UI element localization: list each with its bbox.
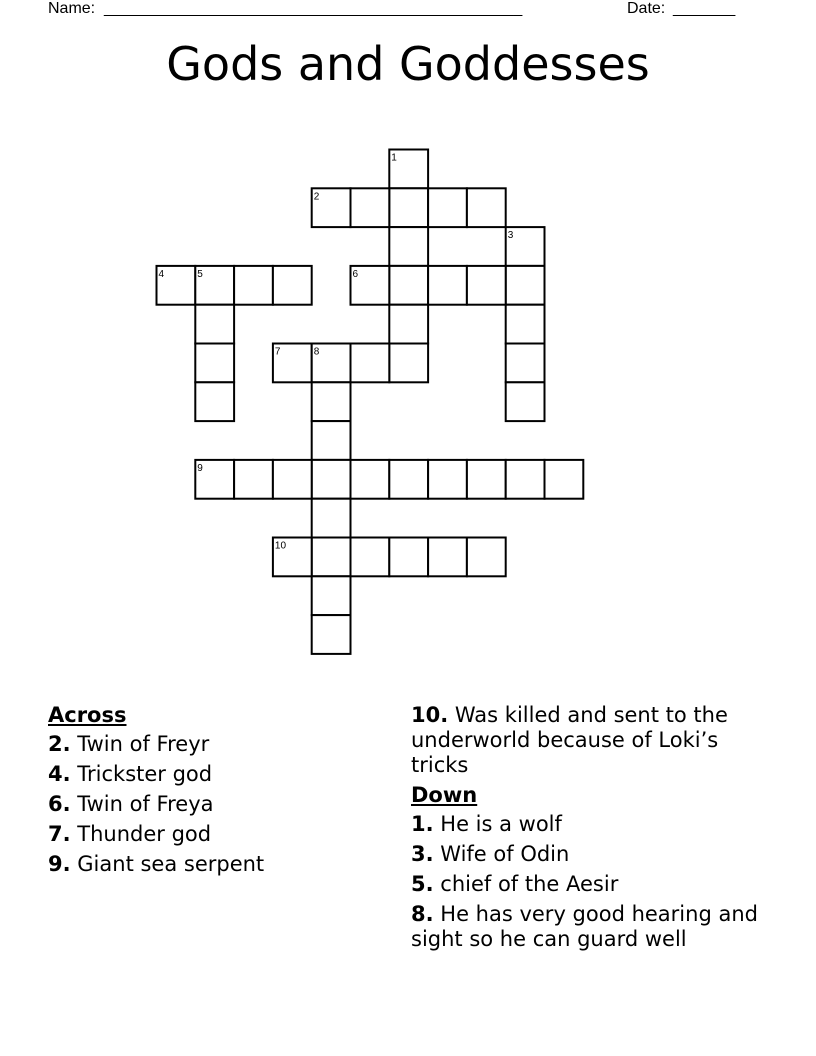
grid-cell[interactable] xyxy=(312,576,351,615)
cell-number: 1 xyxy=(391,152,397,164)
clue-number: 5. xyxy=(411,872,434,896)
grid-cell[interactable] xyxy=(389,305,428,344)
clue-across-4 xyxy=(48,762,378,787)
clue-text: Wife of Odin xyxy=(440,842,570,866)
clue-text: Twin of Freyr xyxy=(77,732,210,756)
grid-cell[interactable] xyxy=(195,305,234,344)
name-label: Name: xyxy=(48,0,96,17)
clue-number: 4. xyxy=(48,762,71,786)
grid-cell[interactable] xyxy=(389,344,428,383)
clue-across-10 xyxy=(411,703,771,778)
clue-number: 9. xyxy=(48,852,71,876)
clue-text: Trickster god xyxy=(77,762,213,786)
clue-number: 8. xyxy=(411,902,434,926)
grid-cell[interactable] xyxy=(467,188,506,227)
grid-cell[interactable] xyxy=(351,460,390,499)
date-field[interactable]: _______ xyxy=(673,0,736,17)
clue-number: 3. xyxy=(411,842,434,866)
clue-text: He has very good hearing and sight so he can guard well xyxy=(411,902,758,951)
grid-cell[interactable] xyxy=(428,538,467,577)
grid-cell[interactable] xyxy=(234,460,273,499)
page-title: Gods and Goddesses xyxy=(166,37,650,91)
grid-cell[interactable] xyxy=(312,382,351,421)
clue-text: Twin of Freya xyxy=(77,792,214,816)
cell-number: 7 xyxy=(274,346,281,358)
grid-cell[interactable] xyxy=(351,538,390,577)
grid-cell[interactable] xyxy=(312,538,351,577)
down-heading: Down xyxy=(411,783,478,807)
grid-cell[interactable] xyxy=(428,460,467,499)
grid-cell[interactable] xyxy=(312,615,351,654)
grid-cell[interactable] xyxy=(467,460,506,499)
grid-cell[interactable] xyxy=(506,382,545,421)
grid-cell[interactable] xyxy=(506,305,545,344)
cell-number: 4 xyxy=(158,268,165,280)
across-heading: Across xyxy=(48,703,127,727)
cell-number: 2 xyxy=(313,191,320,203)
cell-number: 3 xyxy=(507,230,514,242)
clue-text: Giant sea serpent xyxy=(77,852,265,876)
clue-down-8 xyxy=(411,902,771,952)
cell-number: 10 xyxy=(274,540,287,552)
grid-cell[interactable] xyxy=(351,344,390,383)
clue-number: 1. xyxy=(411,812,434,836)
clue-text: He is a wolf xyxy=(440,812,562,836)
grid-cell[interactable] xyxy=(467,538,506,577)
clue-down-5 xyxy=(411,872,771,897)
clue-across-7 xyxy=(48,822,378,847)
grid-cell[interactable] xyxy=(312,460,351,499)
grid-cell[interactable] xyxy=(389,460,428,499)
clue-text: chief of the Aesir xyxy=(440,872,619,896)
grid-cell[interactable] xyxy=(234,266,273,305)
grid-cell[interactable] xyxy=(389,227,428,266)
name-field[interactable]: _______________________________________________ xyxy=(104,0,523,17)
grid-cell[interactable] xyxy=(467,266,506,305)
cell-number: 6 xyxy=(352,268,359,280)
clue-down-3 xyxy=(411,842,771,867)
grid-cell[interactable] xyxy=(389,266,428,305)
grid-cell[interactable] xyxy=(312,499,351,538)
grid-cell[interactable] xyxy=(195,382,234,421)
grid-cell[interactable] xyxy=(195,344,234,383)
grid-cell[interactable] xyxy=(545,460,584,499)
cell-number: 9 xyxy=(197,462,203,474)
clue-down-1 xyxy=(411,812,771,837)
clue-across-9 xyxy=(48,852,378,877)
grid-cell[interactable] xyxy=(428,188,467,227)
clue-text: Thunder god xyxy=(77,822,212,846)
grid-cell[interactable] xyxy=(273,266,312,305)
grid-cell[interactable] xyxy=(506,460,545,499)
grid-cell[interactable] xyxy=(312,421,351,460)
grid-cell[interactable] xyxy=(506,266,545,305)
clue-number: 10. xyxy=(411,703,449,727)
grid-cell[interactable] xyxy=(389,188,428,227)
grid-cell[interactable] xyxy=(351,188,390,227)
grid-cell[interactable] xyxy=(389,538,428,577)
date-label: Date: xyxy=(627,0,666,17)
clues-left-column xyxy=(48,703,378,882)
clue-across-2 xyxy=(48,732,378,757)
clue-number: 6. xyxy=(48,792,71,816)
grid-cell[interactable] xyxy=(273,460,312,499)
grid-cell[interactable] xyxy=(506,344,545,383)
grid-cell[interactable] xyxy=(428,266,467,305)
clue-text: Was killed and sent to the underworld because of Loki’s tricks xyxy=(411,703,728,777)
cell-number: 8 xyxy=(313,346,320,358)
clue-across-6 xyxy=(48,792,378,817)
clue-number: 7. xyxy=(48,822,71,846)
clues-right-column xyxy=(411,703,771,957)
clue-number: 2. xyxy=(48,732,71,756)
cell-number: 5 xyxy=(197,268,203,280)
